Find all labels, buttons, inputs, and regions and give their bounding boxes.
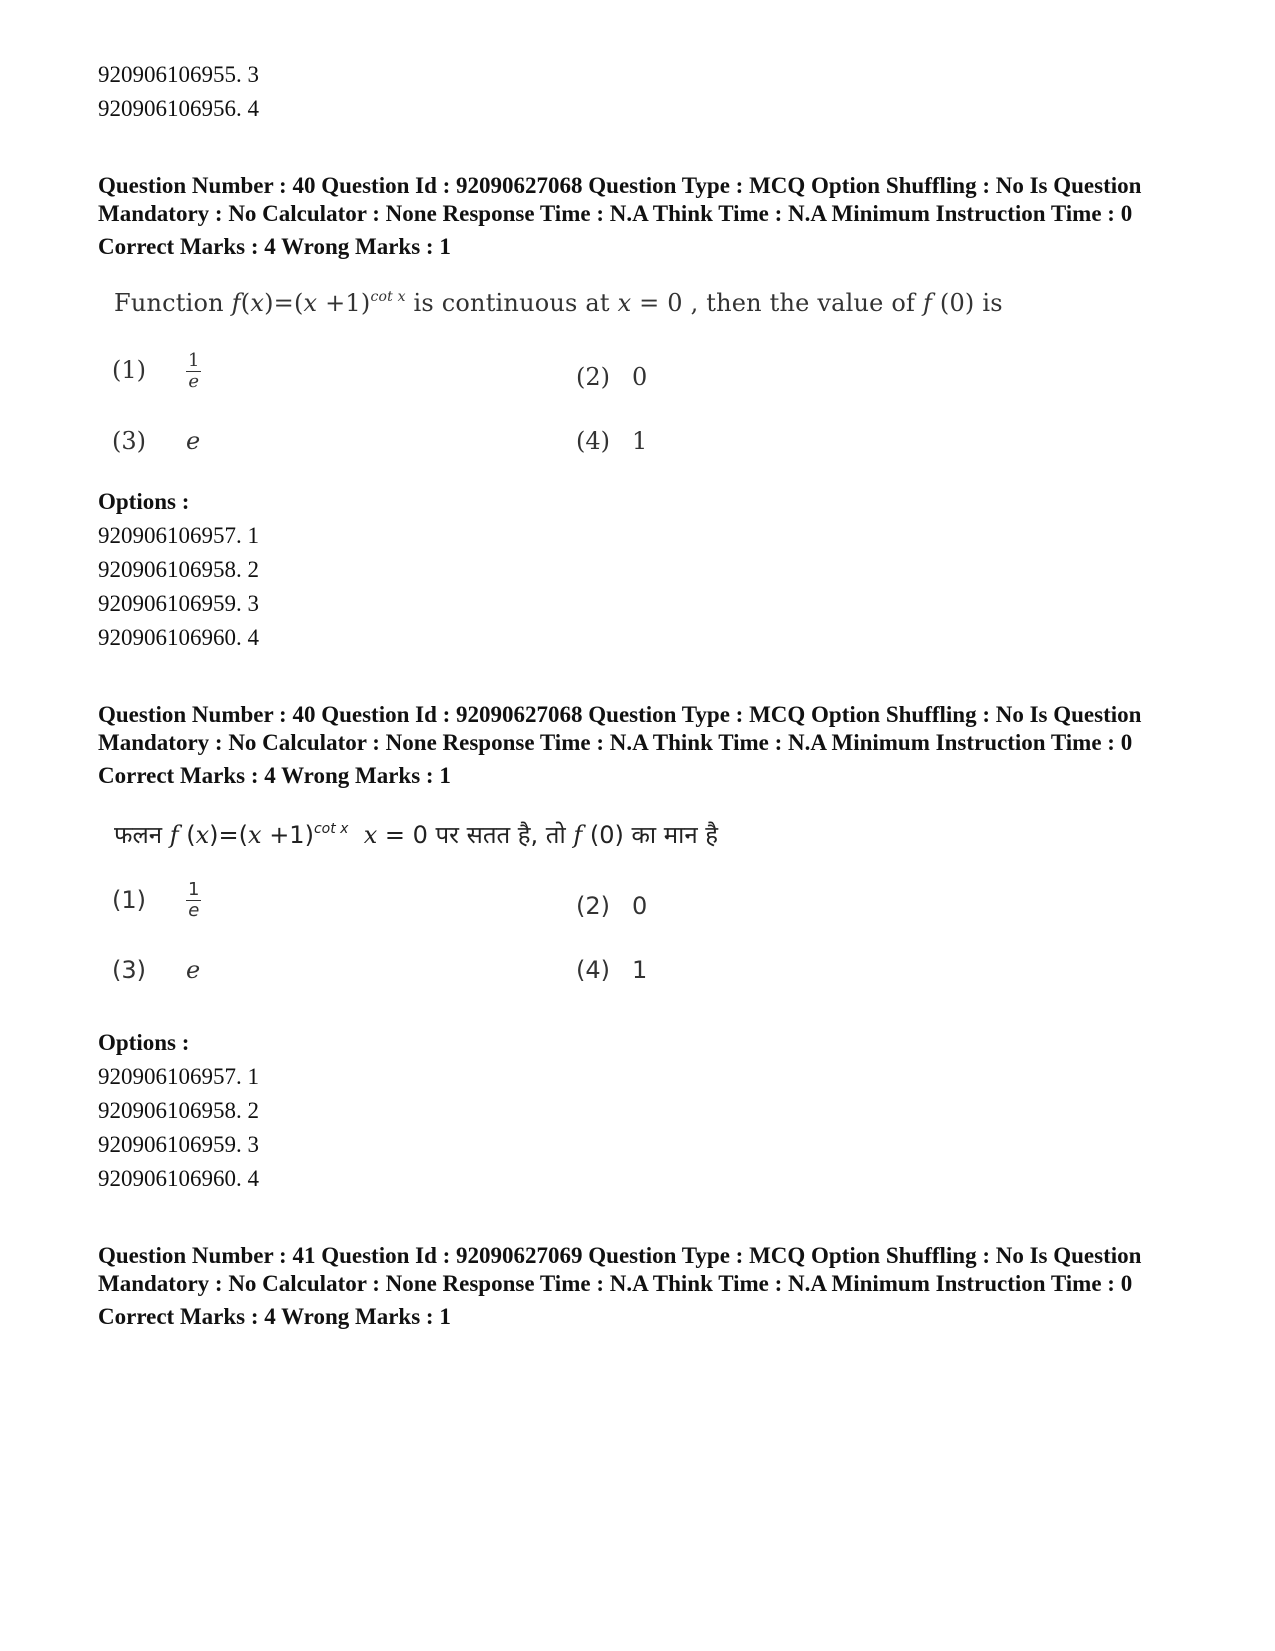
question-header: Question Number : 40 Question Id : 92090627068 Question Type : MCQ Option Shuffling : No Is Question Mandatory : No Calculator : None Response Time : N.A Think Time : N.A Minimum Instruction Time : 0 — [98, 173, 1142, 226]
choice-2: (2) 0 — [576, 363, 648, 391]
option-id: 920906106956. — [98, 96, 242, 121]
choice-3: (3) e — [112, 956, 201, 984]
options-list — [98, 519, 1188, 655]
option-value: 3 — [247, 62, 259, 87]
question-marks: Correct Marks : 4 Wrong Marks : 1 — [98, 1304, 451, 1329]
previous-options-list — [98, 58, 1188, 126]
question-image — [98, 804, 1188, 1004]
options-title: Options : — [98, 489, 190, 514]
option-line: 920906106959. 3 — [98, 1132, 259, 1157]
choice-1: (1) $\frac{1}{e}$ — [112, 879, 200, 921]
question-stem: फलन f $(x)=(x +1)^{cot x}$ x = 0 पर सतत है, तो f (0) का मान है — [114, 821, 719, 849]
choice-4: (4) 1 — [576, 956, 648, 984]
question-block-40-en — [98, 172, 1188, 655]
fraction-one-over-e: $\frac{1}{e}$ — [188, 350, 200, 392]
choice-2: (2) 0 — [576, 892, 648, 920]
fraction-one-over-e: $\frac{1}{e}$ — [188, 879, 200, 921]
option-line: 920906106957. 1 — [98, 1064, 259, 1089]
option-line: 920906106958. 2 — [98, 1098, 259, 1123]
document-page — [98, 58, 1188, 1331]
option-line: 920906106958. 2 — [98, 557, 259, 582]
option-line: 920906106960. 4 — [98, 1166, 259, 1191]
question-stem: Function $f(x)=(x +1)^{cot x}$ is continuous at x = 0 , then the value of f (0) is — [114, 289, 1003, 317]
option-line — [98, 58, 1188, 92]
option-line: 920906106960. 4 — [98, 625, 259, 650]
choice-1: (1) $\frac{1}{e}$ — [112, 350, 200, 392]
question-block-40-hi — [98, 701, 1188, 1196]
options-title: Options : — [98, 1030, 190, 1055]
question-block-41 — [98, 1242, 1188, 1331]
options-list — [98, 1060, 1188, 1196]
choice-3: (3) e — [112, 427, 201, 455]
question-header: Question Number : 41 Question Id : 92090627069 Question Type : MCQ Option Shuffling : No Is Question Mandatory : No Calculator : None Response Time : N.A Think Time : N.A Minimum Instruction Time : 0 — [98, 1243, 1142, 1296]
option-line — [98, 92, 1188, 126]
question-image — [98, 275, 1188, 475]
choice-4: (4) 1 — [576, 427, 648, 455]
option-line: 920906106959. 3 — [98, 591, 259, 616]
option-line: 920906106957. 1 — [98, 523, 259, 548]
question-header: Question Number : 40 Question Id : 92090627068 Question Type : MCQ Option Shuffling : No Is Question Mandatory : No Calculator : None Response Time : N.A Think Time : N.A Minimum Instruction Time : 0 — [98, 702, 1142, 755]
option-value: 4 — [247, 96, 259, 121]
question-marks: Correct Marks : 4 Wrong Marks : 1 — [98, 234, 451, 259]
option-id: 920906106955. — [98, 62, 242, 87]
question-marks: Correct Marks : 4 Wrong Marks : 1 — [98, 763, 451, 788]
